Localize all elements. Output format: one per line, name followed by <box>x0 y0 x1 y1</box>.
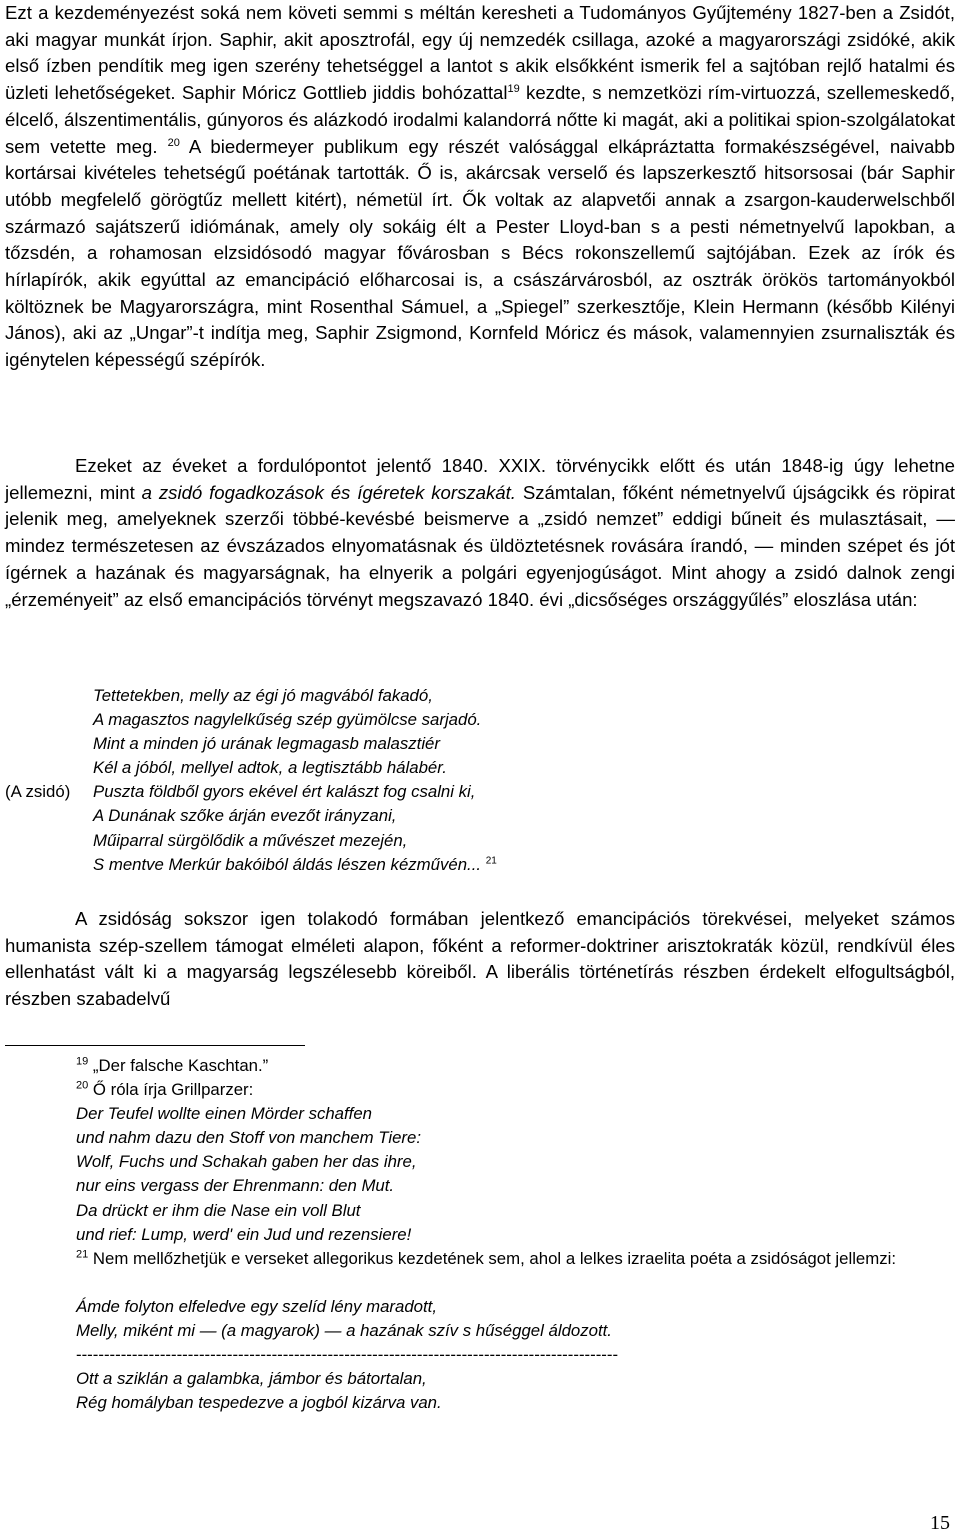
poem-line-text: S mentve Merkúr bakóiból áldás lészen kézművén... <box>93 854 482 874</box>
footnote-separator <box>5 1045 305 1046</box>
footnote-19 <box>5 1054 955 1078</box>
poem-line-last <box>5 853 955 877</box>
poem-line: Mint a minden jó urának legmagasb malasztiér <box>93 734 440 754</box>
paragraph-text: Ezeket az éveket a fordulópontot jelentő 1840. XXIX. törvénycikk előtt és után 1848-ig úgy lehetne jellemezni, mint <box>5 455 955 503</box>
footnote-verse-line: nur eins vergass der Ehrenmann: den Mut. <box>76 1176 395 1196</box>
footnote-text: Nem mellőzhetjük e verseket allegorikus kezdetének sem, ahol a lelkes izraelita poéta a zsidóságot jellemzi: <box>92 1248 897 1268</box>
footnote-21 <box>5 1247 955 1271</box>
paragraph-text: Ezt a kezdeményezést soká nem követi semmi s méltán keresheti a Tudományos Gyűjtemény 1827-ben a Zsidót, aki magyar munkát írjon. Saphir, akit aposztrofál, egy új nemzedék csillaga, azoké a magyarországi zsidóké, akik első ízben pendítik meg igen szerény tehetséggel a lantot s akik elsőkként ismerik fel a sajtóban rejlő hatalmi és üzleti lehetőségeket. Saphir Móricz Gottlieb jiddis bohózattal <box>5 2 955 104</box>
footnote-20 <box>5 1078 955 1102</box>
footnote-number: 20 <box>76 1079 89 1092</box>
poem-block <box>5 684 955 877</box>
footnote-verse-line: Melly, miként mi — (a magyarok) — a hazának szív s hűséggel áldozott. <box>76 1320 612 1340</box>
footnote-divider: ------------------------------------------------------------------------------------------------- <box>76 1345 619 1365</box>
footnote-verse-line: Ott a sziklán a galambka, jámbor és bátortalan, <box>76 1369 427 1389</box>
poem-line: Műiparral sürgölődik a művészet mezején, <box>93 830 408 850</box>
poem-line: A Dunának szőke árján evezőt irányzani, <box>93 806 397 826</box>
paragraph-text: kezdte, s nemzetközi rím-virtuozzá, szellemeskedő, élcelő, álszentimentális, gúnyoros és alázkodó irodalmi kalandorrá nőtte ki magát, aki a politikai spion-szolgálatokat sem vetette meg. <box>5 82 956 157</box>
footnote-verse-line: Rég homályban tespedezve a jogból kizárva van. <box>76 1393 442 1413</box>
poem-line-with-lead <box>5 780 955 804</box>
footnote-text: Ő róla írja Grillparzer: <box>92 1080 254 1100</box>
footnote-verse-line: und rief: Lump, werd' ein Jud und rezensiere! <box>76 1224 412 1244</box>
footnote-text: „Der falsche Kaschtan.” <box>92 1056 269 1075</box>
poem-line: Tettetekben, melly az égi jó magvából fakadó, <box>93 686 433 705</box>
poem-line: A magasztos nagylelkűség szép gyümölcse sarjadó. <box>93 710 482 730</box>
footnote-number: 21 <box>76 1248 89 1261</box>
footnote-ref-20[interactable]: 20 <box>167 136 180 149</box>
footnotes <box>5 1054 955 1415</box>
footnote-ref-19[interactable]: 19 <box>507 82 520 95</box>
footnote-verse-line: Der Teufel wollte einen Mörder schaffen <box>76 1104 373 1124</box>
footnote-verse-line: Ámde folyton elfeledve egy szelíd lény maradott, <box>76 1296 437 1316</box>
poem-line: Kél a jóból, mellyel adtok, a legtisztább hálabér. <box>93 758 447 778</box>
body-paragraph-2 <box>5 453 955 613</box>
footnote-ref-21[interactable]: 21 <box>485 855 497 867</box>
paragraph-text: A biedermeyer publikum egy részét valósággal elkápráztatta formakészségével, naivabb kortársai kivételes tehetségű poétának tartották. Ő is, akárcsak verselő és lapszerkesztő hitsorsosai (bár Saphir utóbb megfelelő görögtűz mellett kitért), németül írt. Ők voltak az alapvetői annak a zsargon-kauderwelschből származó sajátszerű idiómának, amely oly sokáig élt a Pester Lloyd-ban s a pesti németnyelvű lapokban, a tőzsdén, a rohamosan elzsidósodó magyar fővárosban s Bécs rokonszellemű sajtójában. Ezek az írók és hírlapírók, akik egyúttal az emancipáció előharcosai is, a császárvárosból, az osztrák örökös tartományokból költöznek be Magyarországra, mint Rosenthal Sámuel, a „Spiegel” szerkesztője, Klein Hermann (később Kilényi János), aki az „Ungar”-t indítja meg, Saphir Zsigmond, Kornfeld Móricz és mások, valamennyien zsurnaliszták és igénytelen képességű szépírók. <box>5 135 955 371</box>
poem-line-text: Puszta földből gyors ekével ért kalászt fog csalni ki, <box>93 782 476 802</box>
footnote-verse-line: und nahm dazu den Stoff von manchem Tiere: <box>76 1128 421 1148</box>
poem-lead-label: (A zsidó) <box>5 782 71 802</box>
emphasis-text: a zsidó fogadkozások és ígéretek korszakát. <box>141 481 516 503</box>
body-paragraph-3: A zsidóság sokszor igen tolakodó formában jelentkező emancipációs törekvései, melyeket számos humanista szép-szellem támogat elméleti alapon, főként a reformer-doktriner arisztokraták közül, rendkívül éles ellenhatást vált ki a magyarság legszélesebb köreiből. A liberális történetírás részben érdekelt elfogultságból, részben szabadelvű <box>5 908 955 1010</box>
paragraph-text: Számtalan, főként németnyelvű újságcikk és röpirat jelenik meg, amelyeknek szerzői többé-kevésbé beismerve a „zsidó nemzet” eddigi bűneit és mulasztásait, — mindez természetesen az évszázados elnyomatásnak és üldöztetésnek rovására írandó, — minden szépet és jót ígérnek a hazának és magyarságnak, ha elnyerik a polgári egyenjogúságot. Mint ahogy a zsidó dalnok zengi „érzeményeit” az első emancipációs törvényt megszavazó 1840. évi „dicsőséges országgyűlés” eloszlása után: <box>5 481 955 610</box>
footnote-verse-line: Da drückt er ihm die Nase ein voll Blut <box>76 1200 361 1220</box>
spacer <box>5 1271 955 1295</box>
page-number: 15 <box>930 1512 950 1534</box>
footnote-verse-line: Wolf, Fuchs und Schakah gaben her das ihre, <box>76 1152 417 1172</box>
body-paragraph-1 <box>5 0 955 374</box>
footnote-number: 19 <box>76 1055 89 1068</box>
